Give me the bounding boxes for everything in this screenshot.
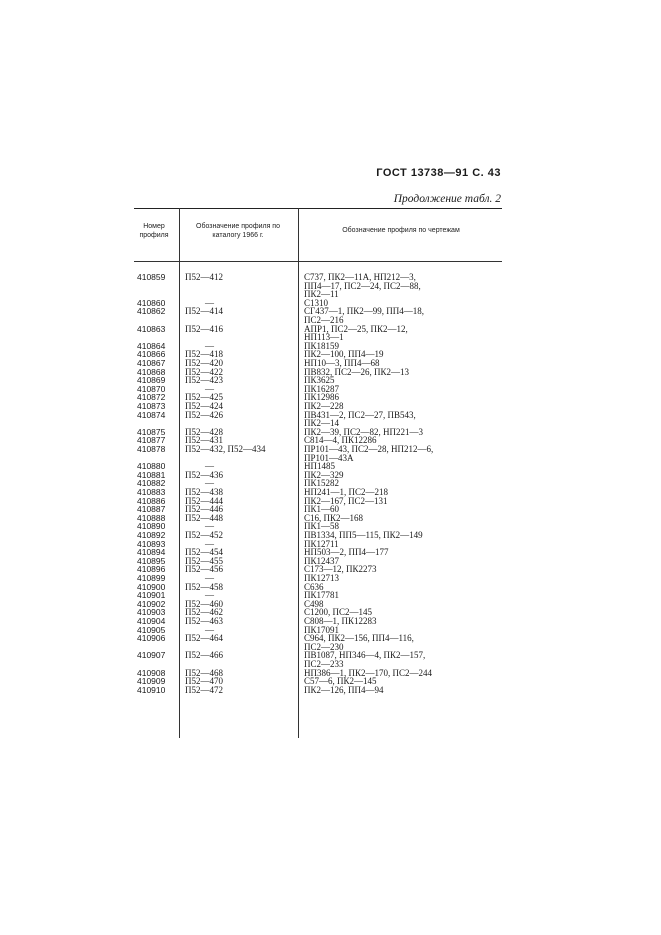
drawing-designations: ПК2—329 xyxy=(304,469,344,480)
drawing-designations: ПВ431—2, ПС2—27, ПВ543, ПК2—14 xyxy=(304,409,416,429)
drawing-designations: ПК17781 xyxy=(304,590,340,601)
catalog-designation: — xyxy=(205,538,214,549)
drawing-designations: ПВ832, ПС2—26, ПК2—13 xyxy=(304,366,410,377)
profile-number: 410860 xyxy=(137,297,166,308)
profile-number: 410910 xyxy=(137,684,166,695)
catalog-designation: П52—452 xyxy=(185,530,223,540)
drawing-designations: С57—6, ПК2—145 xyxy=(304,676,377,687)
catalog-designation: П52—456 xyxy=(185,564,223,575)
drawing-designations: С1310 xyxy=(304,297,329,308)
catalog-designation: П52—422 xyxy=(185,366,223,377)
profile-number: 410890 xyxy=(137,521,166,532)
profile-number: 410887 xyxy=(137,504,166,515)
profile-number: 410895 xyxy=(137,555,166,566)
drawing-designations: НП1485 xyxy=(304,461,335,472)
drawing-designations: С16, ПК2—168 xyxy=(304,512,364,523)
profile-number: 410881 xyxy=(137,469,166,480)
drawing-designations: АПР1, ПС2—25, ПК2—12, НП113—1 xyxy=(304,323,408,343)
drawing-designations: ПК12713 xyxy=(304,573,340,583)
drawing-designations: ПК2—39, ПС2—82, НП221—3 xyxy=(304,426,424,437)
profile-number: 410908 xyxy=(137,667,166,678)
drawing-designations: ПК2—228 xyxy=(304,401,344,411)
profile-number: 410866 xyxy=(137,349,166,360)
profile-number: 410901 xyxy=(137,590,166,601)
catalog-designation: — xyxy=(205,624,214,635)
catalog-designation: — xyxy=(205,383,214,394)
catalog-designation: П52—470 xyxy=(185,676,223,687)
profile-number: 410893 xyxy=(137,538,166,549)
drawing-designations: ПВ1087, НП346—4, ПК2—157, ПС2—233 xyxy=(304,650,426,669)
profile-number: 410902 xyxy=(137,598,166,609)
profile-number: 410875 xyxy=(137,426,166,437)
drawing-designations: НП386—1, ПК2—170, ПС2—244 xyxy=(304,667,433,678)
catalog-designation: П52—423 xyxy=(185,375,223,386)
profile-number: 410863 xyxy=(137,323,166,334)
drawing-designations: СГ437—1, ПК2—99, ПП4—18, ПС2—216 xyxy=(304,306,424,325)
drawing-designations: НП241—1, ПС2—218 xyxy=(304,487,389,497)
catalog-designation: П52—425 xyxy=(185,392,223,403)
profile-number: 410872 xyxy=(137,392,166,403)
profile-number: 410859 xyxy=(137,272,166,282)
profile-number: 410873 xyxy=(137,401,166,411)
catalog-designation: П52—458 xyxy=(185,581,223,592)
catalog-designation: — xyxy=(205,297,214,308)
profile-number: 410906 xyxy=(137,633,166,644)
catalog-designation: П52—454 xyxy=(185,547,223,558)
catalog-designation: П52—412 xyxy=(185,272,223,282)
profile-number: 410874 xyxy=(137,409,166,420)
catalog-designation: П52—464 xyxy=(185,633,223,644)
catalog-designation: П52—436 xyxy=(185,469,223,480)
drawing-designations: ПВ1334, ПП5—115, ПК2—149 xyxy=(304,530,423,540)
drawing-designations: ПК3625 xyxy=(304,375,335,386)
catalog-designation: П52—460 xyxy=(185,598,223,609)
profile-number: 410880 xyxy=(137,461,166,472)
profile-number: 410907 xyxy=(137,650,166,661)
profile-number: 410892 xyxy=(137,530,166,540)
table-header-rule xyxy=(134,261,502,262)
column-header-drawings: Обозначение профиля по чертежам xyxy=(342,227,460,234)
drawing-designations: ПР101—43, ПС2—28, НП212—6, ПР101—43А xyxy=(304,444,434,463)
drawing-designations: С808—1, ПК12283 xyxy=(304,616,377,626)
drawing-designations: ПК1—58 xyxy=(304,521,340,532)
drawing-designations: НП503—2, ПП4—177 xyxy=(304,547,389,558)
drawing-designations: ПК1—60 xyxy=(304,504,340,515)
catalog-designation: П52—455 xyxy=(185,555,223,566)
drawing-designations: С636 xyxy=(304,581,324,592)
profile-number: 410877 xyxy=(137,435,166,446)
profile-number: 410904 xyxy=(137,616,166,626)
catalog-designation: П52—418 xyxy=(185,349,223,360)
profile-number: 410894 xyxy=(137,547,166,558)
profile-number: 410869 xyxy=(137,375,166,386)
drawing-designations: ПК17091 xyxy=(304,624,340,635)
profile-number: 410900 xyxy=(137,581,166,592)
catalog-designation: П52—462 xyxy=(185,607,223,618)
column-header-number: Номер профиля xyxy=(139,223,169,239)
profile-number: 410862 xyxy=(137,306,166,317)
profile-number: 410899 xyxy=(137,573,166,583)
drawing-designations: С737, ПК2—11А, НП212—3, ПП4—17, ПС2—24, ПС2—88, ПК2—11 xyxy=(304,272,421,300)
catalog-designation: П52—424 xyxy=(185,401,223,411)
catalog-designation: П52—448 xyxy=(185,512,223,523)
drawing-designations: ПК2—126, ПП4—94 xyxy=(304,684,384,695)
catalog-designation: П52—466 xyxy=(185,650,223,661)
catalog-designation: П52—463 xyxy=(185,616,223,626)
profile-number: 410878 xyxy=(137,444,166,454)
catalog-designation: П52—444 xyxy=(185,495,223,506)
catalog-designation: П52—468 xyxy=(185,667,223,678)
catalog-designation: П52—446 xyxy=(185,504,223,515)
catalog-designation: П52—426 xyxy=(185,409,223,420)
profile-number: 410867 xyxy=(137,358,166,368)
drawing-designations: С814—4, ПК12286 xyxy=(304,435,377,446)
drawing-designations: С173—12, ПК2273 xyxy=(304,564,377,575)
table-top-rule xyxy=(134,208,502,209)
catalog-designation: — xyxy=(205,340,214,351)
profile-number: 410870 xyxy=(137,383,166,394)
drawing-designations: С1200, ПС2—145 xyxy=(304,607,373,618)
drawing-designations: ПК16287 xyxy=(304,383,340,394)
catalog-designation: — xyxy=(205,461,214,472)
drawing-designations: С964, ПК2—156, ПП4—116, ПС2—230 xyxy=(304,633,414,652)
catalog-designation: П52—432, П52—434 xyxy=(185,444,266,454)
catalog-designation: — xyxy=(205,590,214,601)
catalog-designation: П52—431 xyxy=(185,435,223,446)
catalog-designation: П52—438 xyxy=(185,487,223,497)
drawing-designations: ПК15282 xyxy=(304,478,340,489)
profile-number: 410888 xyxy=(137,512,166,523)
profile-number: 410905 xyxy=(137,624,166,635)
column-divider xyxy=(179,208,180,738)
catalog-designation: П52—420 xyxy=(185,358,223,368)
drawing-designations: НП10—3, ПП4—68 xyxy=(304,358,380,368)
drawing-designations: ПК12711 xyxy=(304,538,339,549)
profile-number: 410896 xyxy=(137,564,166,575)
profile-number: 410886 xyxy=(137,495,166,506)
drawing-designations: ПК12986 xyxy=(304,392,340,403)
table-continuation-label: Продолжение табл. 2 xyxy=(393,193,501,205)
catalog-designation: П52—428 xyxy=(185,426,223,437)
profile-number: 410883 xyxy=(137,487,166,497)
catalog-designation: П52—416 xyxy=(185,323,223,334)
column-divider xyxy=(298,208,299,738)
profile-number: 410882 xyxy=(137,478,166,489)
profile-number: 410909 xyxy=(137,676,166,687)
catalog-designation: — xyxy=(205,478,214,489)
column-header-catalog: Обозначение профиля по каталогу 1966 г. xyxy=(196,223,280,239)
drawing-designations: ПК12437 xyxy=(304,555,340,566)
profile-number: 410868 xyxy=(137,366,166,377)
profile-number: 410864 xyxy=(137,340,166,351)
drawing-designations: С498 xyxy=(304,598,324,609)
catalog-designation: — xyxy=(205,521,214,532)
catalog-designation: П52—414 xyxy=(185,306,223,317)
drawing-designations: ПК2—167, ПС2—131 xyxy=(304,495,388,506)
drawing-designations: ПК18159 xyxy=(304,340,340,351)
profile-number: 410903 xyxy=(137,607,166,618)
page-header: ГОСТ 13738—91 С. 43 xyxy=(376,167,501,179)
profile-table xyxy=(134,208,502,738)
catalog-designation: П52—472 xyxy=(185,684,223,695)
drawing-designations: ПК2—100, ПП4—19 xyxy=(304,349,384,360)
catalog-designation: — xyxy=(205,573,214,583)
